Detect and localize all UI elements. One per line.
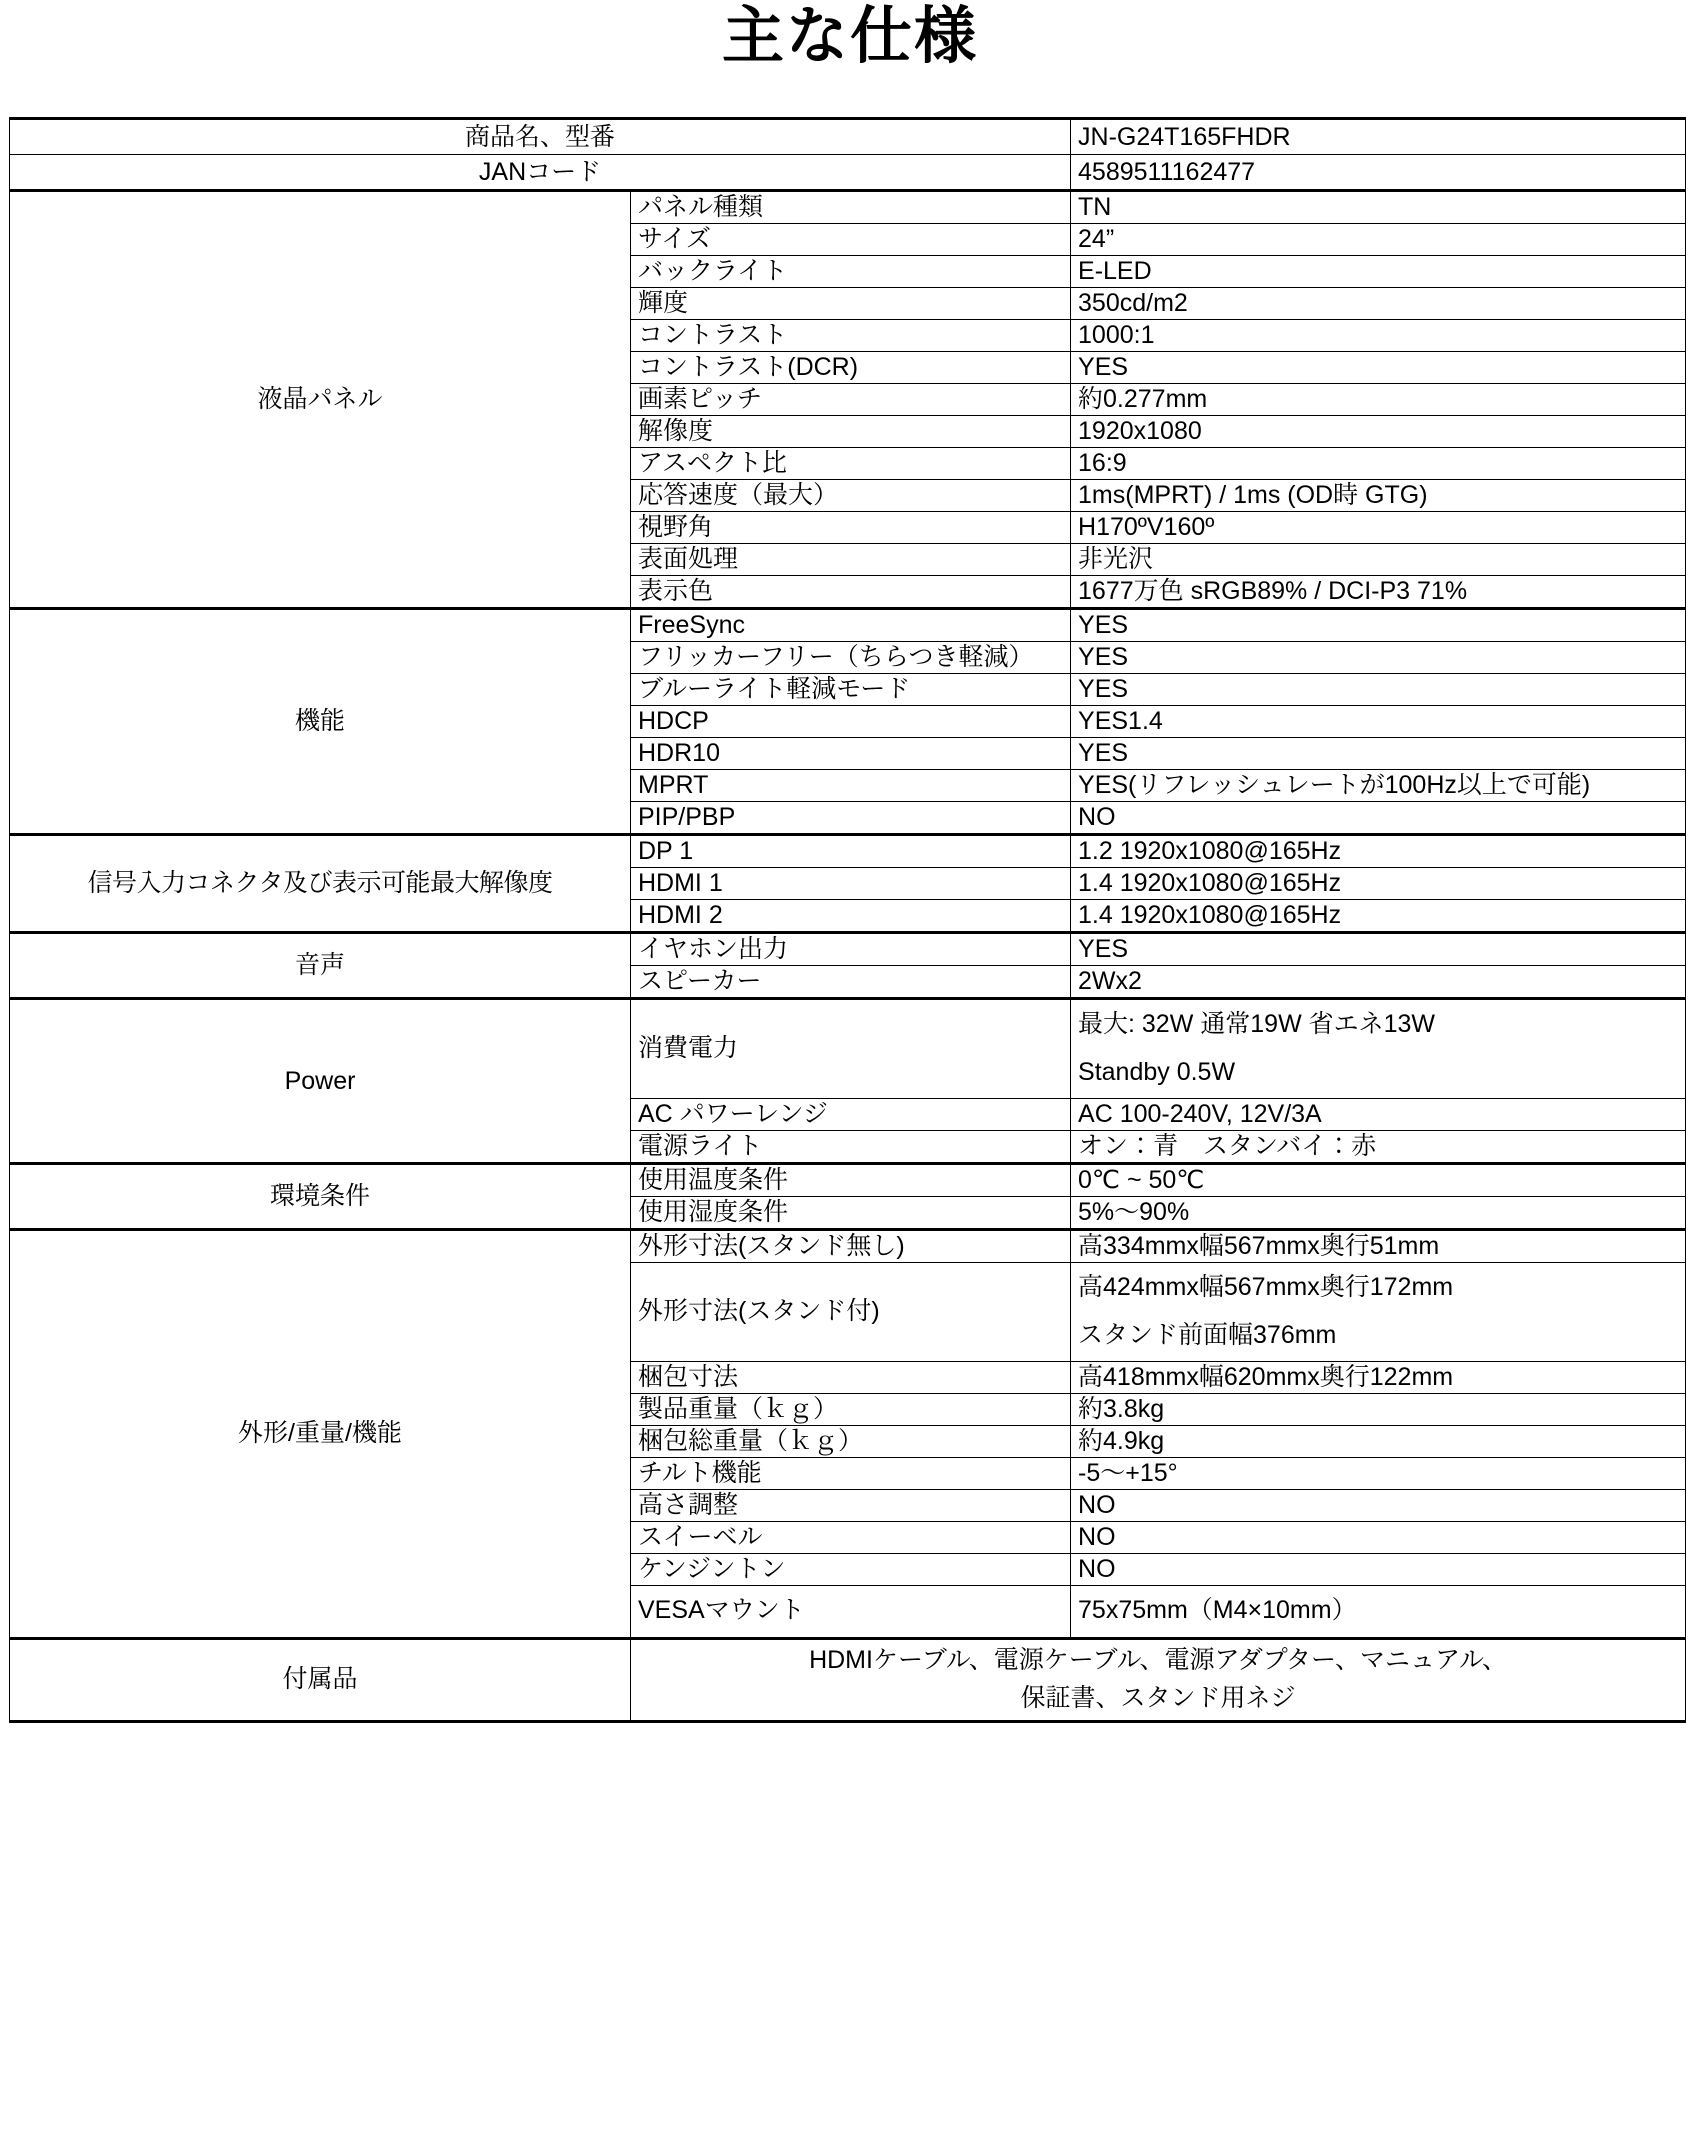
category-label: Power [10, 999, 631, 1164]
spec-value: YES [1071, 674, 1686, 706]
header-label: 商品名、型番 [10, 119, 1071, 155]
spec-value: 1ms(MPRT) / 1ms (OD時 GTG) [1071, 480, 1686, 512]
spec-value: YES [1071, 642, 1686, 674]
spec-value: YES [1071, 352, 1686, 384]
header-value: JN-G24T165FHDR [1071, 119, 1686, 155]
spec-key: 梱包総重量（ｋｇ） [631, 1426, 1071, 1458]
spec-key: チルト機能 [631, 1458, 1071, 1490]
spec-value: 高418mmx幅620mmx奥行122mm [1071, 1362, 1686, 1394]
spec-key: FreeSync [631, 609, 1071, 642]
spec-value: -5〜+15° [1071, 1458, 1686, 1490]
spec-value: NO [1071, 1522, 1686, 1554]
spec-value: NO [1071, 1554, 1686, 1586]
spec-value: TN [1071, 191, 1686, 224]
spec-value: 1920x1080 [1071, 416, 1686, 448]
spec-key: DP 1 [631, 835, 1071, 868]
spec-key: コントラスト(DCR) [631, 352, 1071, 384]
spec-value: 16:9 [1071, 448, 1686, 480]
spec-value: 24” [1071, 224, 1686, 256]
spec-key: HDR10 [631, 738, 1071, 770]
table-row [10, 191, 1686, 224]
spec-value: 5%～90% [1071, 1197, 1686, 1230]
spec-key: AC パワーレンジ [631, 1099, 1071, 1131]
table-row [10, 119, 1686, 155]
spec-value: 1.2 1920x1080@165Hz [1071, 835, 1686, 868]
spec-key: 表面処理 [631, 544, 1071, 576]
category-label: 環境条件 [10, 1164, 631, 1230]
spec-value: NO [1071, 1490, 1686, 1522]
spec-key: バックライト [631, 256, 1071, 288]
spec-key: 電源ライト [631, 1131, 1071, 1164]
category-label: 信号入力コネクタ及び表示可能最大解像度 [10, 835, 631, 933]
spec-value: 350cd/m2 [1071, 288, 1686, 320]
spec-value: 最大: 32W 通常19W 省エネ13W Standby 0.5W [1071, 999, 1686, 1099]
spec-key: 画素ピッチ [631, 384, 1071, 416]
spec-key: スピーカー [631, 966, 1071, 999]
category-label: 液晶パネル [10, 191, 631, 609]
spec-key: フリッカーフリー（ちらつき軽減） [631, 642, 1071, 674]
page-title: 主な仕様 [721, 2, 978, 71]
table-row [10, 1230, 1686, 1263]
spec-key: アスペクト比 [631, 448, 1071, 480]
spec-value: 2Wx2 [1071, 966, 1686, 999]
accessories-value: HDMIケーブル、電源ケーブル、電源アダプター、マニュアル、 保証書、スタンド用ネジ [631, 1638, 1686, 1722]
specification-table-body [10, 119, 1686, 1722]
spec-key: ブルーライト軽減モード [631, 674, 1071, 706]
spec-value: YES [1071, 933, 1686, 966]
spec-key: 視野角 [631, 512, 1071, 544]
spec-value: 非光沢 [1071, 544, 1686, 576]
spec-key: イヤホン出力 [631, 933, 1071, 966]
spec-key: 応答速度（最大） [631, 480, 1071, 512]
spec-key: 外形寸法(スタンド無し) [631, 1230, 1071, 1263]
spec-value: 1000:1 [1071, 320, 1686, 352]
specification-table [9, 117, 1686, 1723]
spec-key: 解像度 [631, 416, 1071, 448]
table-row [10, 1638, 1686, 1722]
table-row [10, 609, 1686, 642]
spec-key: パネル種類 [631, 191, 1071, 224]
spec-key: 消費電力 [631, 999, 1071, 1099]
spec-value: 0℃ ~ 50℃ [1071, 1164, 1686, 1197]
spec-key: コントラスト [631, 320, 1071, 352]
spec-value: 約0.277mm [1071, 384, 1686, 416]
spec-key: PIP/PBP [631, 802, 1071, 835]
spec-key: HDCP [631, 706, 1071, 738]
table-row [10, 1164, 1686, 1197]
spec-value: 75x75mm（M4×10mm） [1071, 1586, 1686, 1639]
category-label: 外形/重量/機能 [10, 1230, 631, 1639]
spec-value: 1.4 1920x1080@165Hz [1071, 900, 1686, 933]
spec-key: 製品重量（ｋｇ） [631, 1394, 1071, 1426]
spec-value: H170ºV160º [1071, 512, 1686, 544]
table-row [10, 835, 1686, 868]
spec-value: YES1.4 [1071, 706, 1686, 738]
spec-value: AC 100-240V, 12V/3A [1071, 1099, 1686, 1131]
spec-value: YES(リフレッシュレートが100Hz以上で可能) [1071, 770, 1686, 802]
spec-value: 約3.8kg [1071, 1394, 1686, 1426]
spec-value: 1.4 1920x1080@165Hz [1071, 868, 1686, 900]
spec-value: オン：青 スタンバイ：赤 [1071, 1131, 1686, 1164]
spec-value: 高424mmx幅567mmx奥行172mm スタンド前面幅376mm [1071, 1263, 1686, 1362]
category-label: 音声 [10, 933, 631, 999]
header-label: JANコード [10, 155, 1071, 191]
spec-value: 約4.9kg [1071, 1426, 1686, 1458]
table-row [10, 999, 1686, 1099]
category-label: 付属品 [10, 1638, 631, 1722]
spec-key: 表示色 [631, 576, 1071, 609]
spec-key: HDMI 1 [631, 868, 1071, 900]
spec-value: E-LED [1071, 256, 1686, 288]
spec-value: YES [1071, 738, 1686, 770]
spec-key: 外形寸法(スタンド付) [631, 1263, 1071, 1362]
spec-key: MPRT [631, 770, 1071, 802]
spec-value: 1677万色 sRGB89% / DCI-P3 71% [1071, 576, 1686, 609]
spec-key: サイズ [631, 224, 1071, 256]
spec-key: 使用湿度条件 [631, 1197, 1071, 1230]
spec-key: 使用温度条件 [631, 1164, 1071, 1197]
spec-key: HDMI 2 [631, 900, 1071, 933]
spec-key: 高さ調整 [631, 1490, 1071, 1522]
spec-value: YES [1071, 609, 1686, 642]
spec-key: スイーベル [631, 1522, 1071, 1554]
spec-key: 梱包寸法 [631, 1362, 1071, 1394]
category-label: 機能 [10, 609, 631, 835]
spec-key: ケンジントン [631, 1554, 1071, 1586]
header-value: 4589511162477 [1071, 155, 1686, 191]
spec-value: NO [1071, 802, 1686, 835]
table-row [10, 155, 1686, 191]
spec-key: 輝度 [631, 288, 1071, 320]
spec-key: VESAマウント [631, 1586, 1071, 1639]
table-row [10, 933, 1686, 966]
spec-value: 高334mmx幅567mmx奥行51mm [1071, 1230, 1686, 1263]
